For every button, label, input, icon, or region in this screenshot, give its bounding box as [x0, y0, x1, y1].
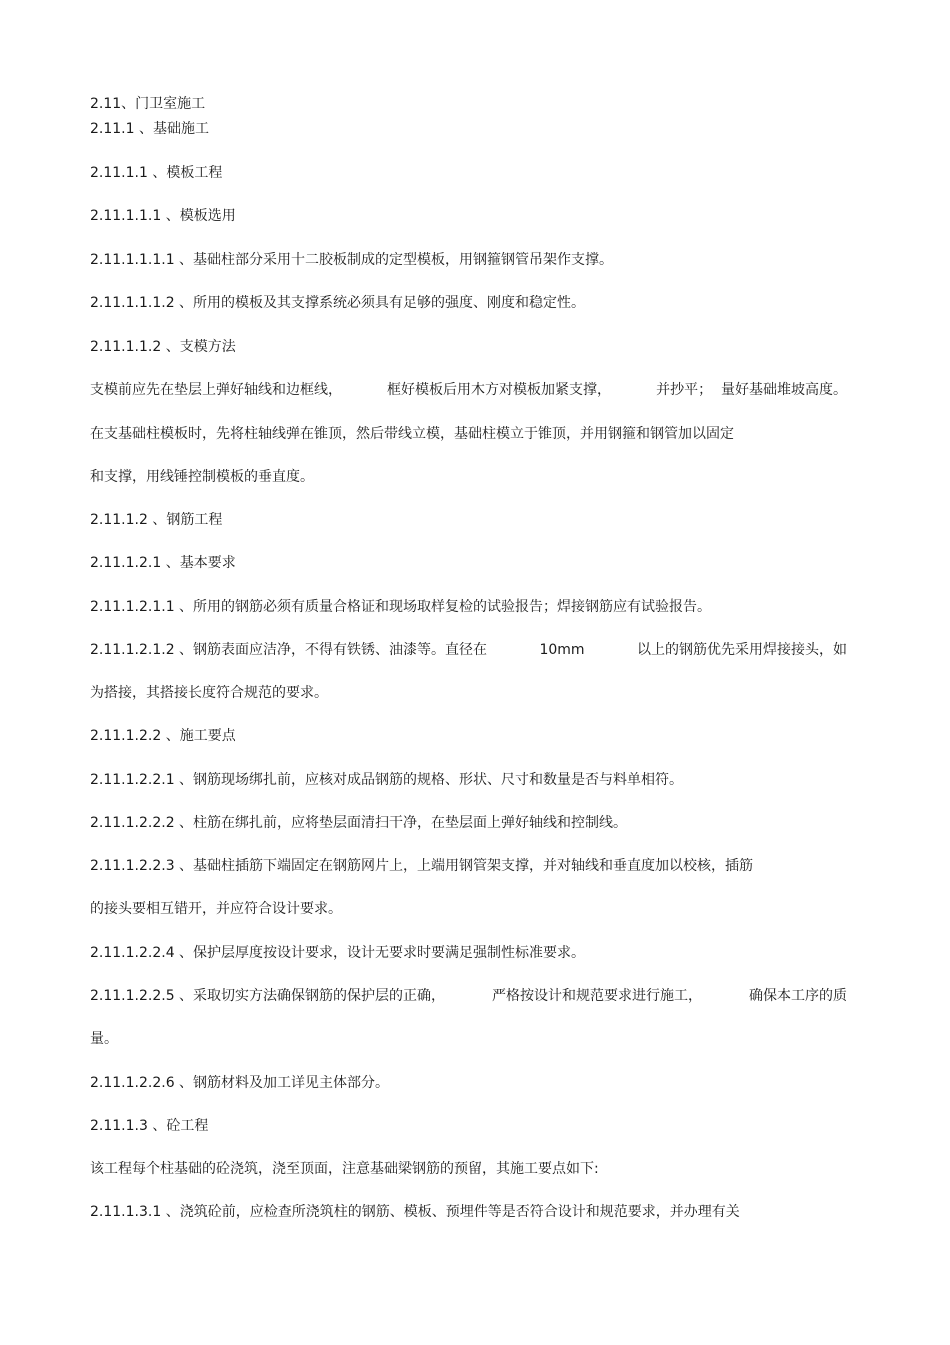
text-segment: 支模前应先在垫层上弹好轴线和边框线，: [90, 382, 342, 398]
heading-2-11-1-2-2: 2.11.1.2.2 、施工要点: [90, 728, 236, 744]
paragraph-line: 2.11.1.2.1.1 、所用的钢筋必须有质量合格证和现场取样复检的试验报告；焊接钢筋应有试验报告。: [90, 599, 712, 615]
paragraph-line: 的接头要相互错开，并应符合设计要求。: [90, 901, 342, 917]
text-segment: 以上的钢筋优先采用焊接接头，如: [637, 642, 847, 658]
paragraph-line: 2.11.1.1.1.2 、所用的模板及其支撑系统必须具有足够的强度、刚度和稳定性。: [90, 295, 586, 311]
paragraph-line: 2.11.1.2.2.4 、保护层厚度按设计要求，设计无要求时要满足强制性标准要求。: [90, 945, 586, 961]
heading-2-11-1-1-1: 2.11.1.1.1 、模板选用: [90, 208, 236, 224]
text-segment: 框好模板后用木方对模板加紧支撑，: [387, 382, 612, 398]
paragraph-line: 2.11.1.1.1.1 、基础柱部分采用十二胶板制成的定型模板，用钢箍钢管吊架作支撑。: [90, 252, 614, 268]
heading-2-11-1-2-1: 2.11.1.2.1 、基本要求: [90, 555, 236, 571]
paragraph-line: 2.11.1.2.2.3 、基础柱插筋下端固定在钢筋网片上，上端用钢管架支撑，并对轴线和垂直度加以校核，插筋: [90, 858, 754, 874]
heading-2-11-1-1-2: 2.11.1.1.2 、支模方法: [90, 339, 236, 355]
paragraph-line-justified: [90, 987, 847, 1005]
paragraph-line: 2.11.1.2.2.1 、钢筋现场绑扎前，应核对成品钢筋的规格、形状、尺寸和数量是否与料单相符。: [90, 772, 684, 788]
paragraph-line: 该工程每个柱基础的砼浇筑，浇至顶面，注意基础梁钢筋的预留，其施工要点如下:: [90, 1161, 599, 1177]
paragraph-line: 2.11.1.3.1 、浇筑砼前，应检查所浇筑柱的钢筋、模板、预埋件等是否符合设计和规范要求，并办理有关: [90, 1204, 740, 1220]
paragraph-line-justified: [90, 381, 847, 399]
paragraph-line: 在支基础柱模板时，先将柱轴线弹在锥顶，然后带线立模，基础柱模立于锥顶，并用钢箍和钢管加以固定: [90, 426, 734, 442]
text-segment: 2.11.1.2.2.5 、采取切实方法确保钢筋的保护层的正确，: [90, 988, 446, 1004]
text-segment: 10mm: [539, 642, 585, 658]
heading-2-11-1: 2.11.1 、基础施工: [90, 121, 209, 137]
paragraph-line: 2.11.1.2.2.2 、柱筋在绑扎前，应将垫层面清扫干净，在垫层面上弹好轴线和控制线。: [90, 815, 628, 831]
heading-2-11-1-2: 2.11.1.2 、钢筋工程: [90, 512, 223, 528]
paragraph-line: 为搭接，其搭接长度符合规范的要求。: [90, 685, 328, 701]
heading-2-11: 2.11、门卫室施工: [90, 96, 206, 112]
heading-2-11-1-3: 2.11.1.3 、砼工程: [90, 1118, 209, 1134]
paragraph-line: 2.11.1.2.2.6 、钢筋材料及加工详见主体部分。: [90, 1075, 390, 1091]
paragraph-line: 量。: [90, 1031, 118, 1047]
paragraph-line-justified: [90, 641, 847, 659]
text-segment: 2.11.1.2.1.2 、钢筋表面应洁净，不得有铁锈、油漆等。直径在: [90, 642, 488, 658]
paragraph-line: 和支撑，用线锤控制模板的垂直度。: [90, 469, 314, 485]
heading-2-11-1-1: 2.11.1.1 、模板工程: [90, 165, 223, 181]
text-segment: 并抄平； 量好基础堆坡高度。: [656, 382, 847, 398]
text-segment: 确保本工序的质: [749, 988, 847, 1004]
text-segment: 严格按设计和规范要求进行施工，: [492, 988, 703, 1004]
